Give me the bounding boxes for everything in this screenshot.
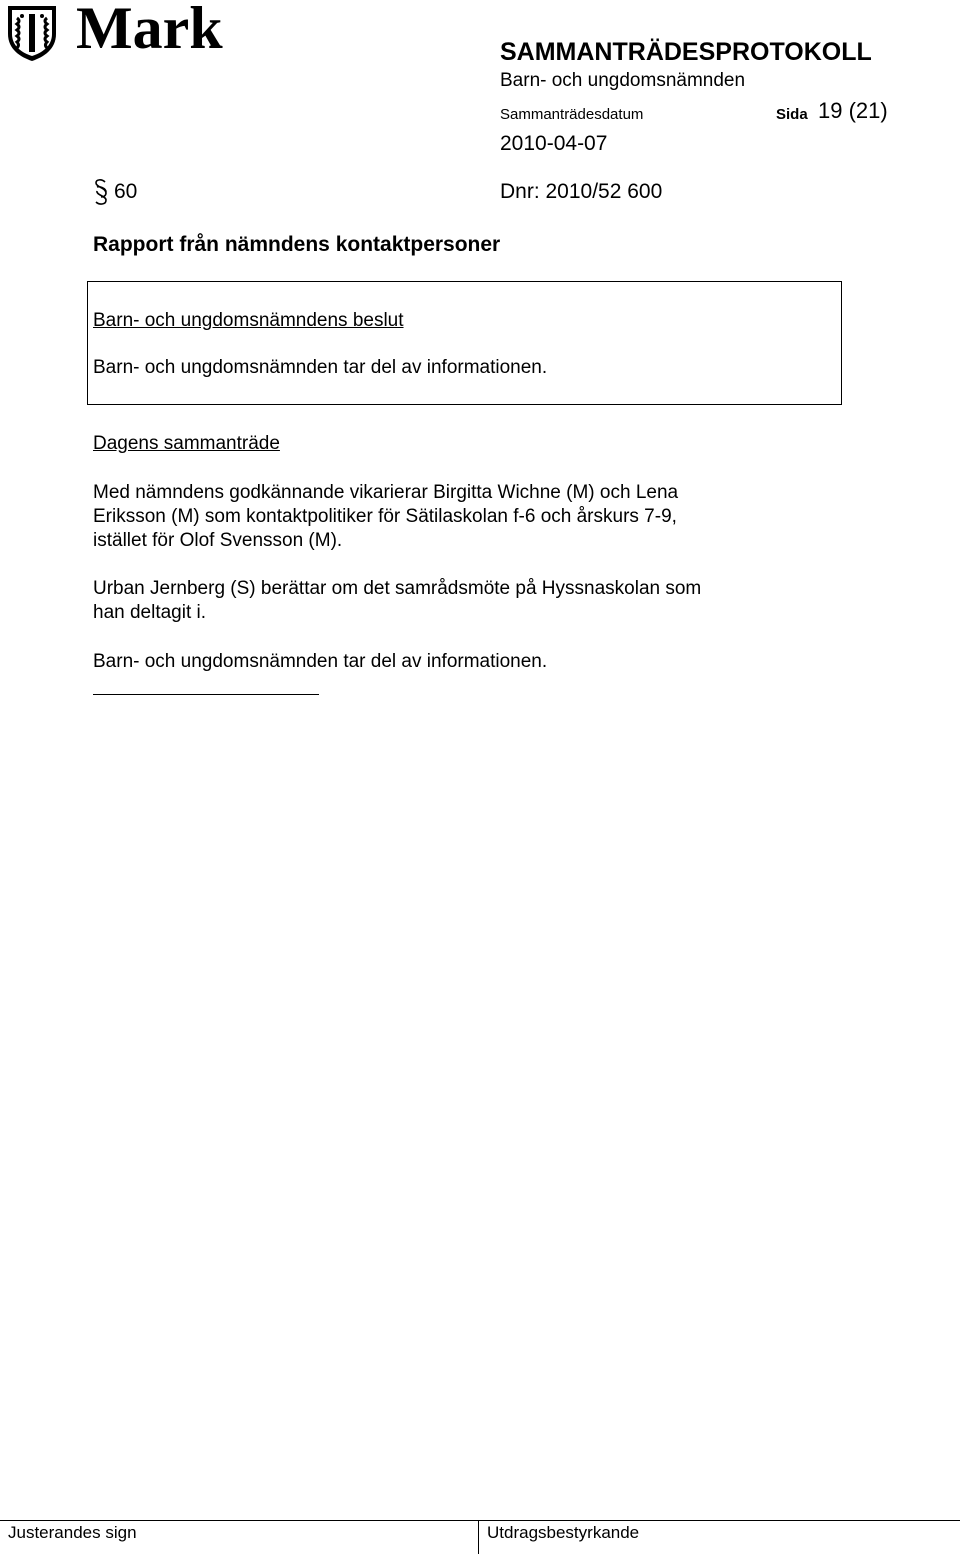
meeting-paragraph (93, 650, 547, 674)
footer-signature-label: Justerandes sign (8, 1523, 137, 1542)
meeting-date: 2010-04-07 (500, 132, 608, 155)
page-label: Sida (776, 106, 808, 123)
paragraph-line: Urban Jernberg (S) berättar om det samrådsmöte på Hyssnaskolan som (93, 578, 702, 599)
item-title: Rapport från nämndens kontaktpersoner (93, 233, 501, 256)
paragraph-line: Med nämndens godkännande vikarierar Birgitta Wichne (M) och Lena (93, 482, 679, 503)
document-title: SAMMANTRÄDESPROTOKOLL (500, 38, 872, 66)
section-sign-icon (93, 178, 109, 206)
meeting-paragraph (93, 481, 678, 553)
committee-name: Barn- och ungdomsnämnden (500, 70, 746, 91)
footer-rule (0, 1520, 960, 1521)
end-of-item-rule (93, 694, 319, 695)
meeting-date-label: Sammanträdesdatum (500, 106, 644, 123)
registration-number: Dnr: 2010/52 600 (500, 180, 663, 203)
paragraph-line: istället för Olof Svensson (M). (93, 530, 343, 551)
paragraph-number: 60 (114, 180, 138, 203)
paragraph-line: Eriksson (M) som kontaktpolitiker för Sätilaskolan f-6 och årskurs 7-9, (93, 506, 677, 527)
paragraph-line: han deltagit i. (93, 602, 207, 623)
paragraph-line: Barn- och ungdomsnämnden tar del av informationen. (93, 651, 548, 672)
decision-text: Barn- och ungdomsnämnden tar del av informationen. (93, 357, 548, 378)
decision-box (87, 281, 842, 405)
municipality-coat-of-arms-icon (6, 4, 58, 62)
logo-wordmark: Mark (76, 0, 223, 61)
footer-divider (478, 1520, 479, 1554)
meeting-paragraph (93, 577, 701, 625)
decision-heading: Barn- och ungdomsnämndens beslut (93, 310, 404, 331)
page-number: 19 (21) (818, 98, 888, 123)
meeting-heading: Dagens sammanträde (93, 433, 280, 454)
footer-certification-label: Utdragsbestyrkande (487, 1523, 640, 1542)
